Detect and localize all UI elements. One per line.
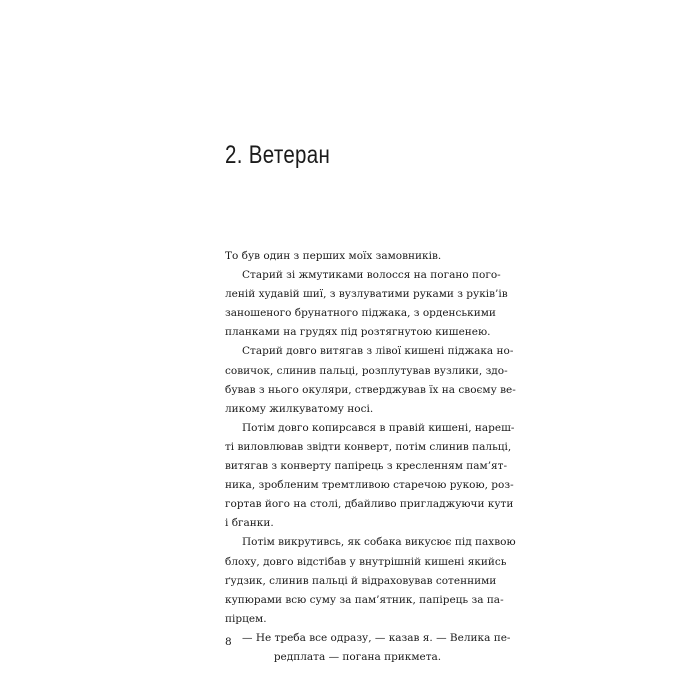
- text-line: ника, зробленим тремтливою старечою рукою, роз-: [225, 479, 514, 492]
- text-line: блоху, довго відстібав у внутрішній кишені якийсь: [225, 555, 507, 568]
- text-line: редплата — погана прикмета.: [273, 650, 442, 663]
- text-line: — Не треба все одразу, — казав я. — Велика пе-: [242, 631, 511, 644]
- paragraph: [225, 266, 508, 342]
- paragraph: [225, 247, 490, 266]
- text-line: ликому жилкуватому носі.: [225, 402, 374, 415]
- text-line: купюрами всю суму за пам’ятник, папірець за па-: [225, 593, 504, 606]
- chapter-body: [225, 247, 516, 667]
- page-number: 8: [225, 636, 232, 648]
- text-line: і бганки.: [225, 517, 274, 530]
- paragraph: [225, 533, 516, 628]
- text-line: бував з нього окуляри, стверджував їх на своєму ве-: [225, 383, 516, 396]
- paragraph: [225, 629, 511, 667]
- text-line: гортав його на столі, дбайливо пригладжуючи кути: [225, 498, 514, 511]
- chapter-title: 2. Ветеран: [225, 141, 331, 169]
- text-line: То був один з перших моїх замовників.: [225, 250, 442, 262]
- text-line: витягав з конверту папірець з кресленням пам’ят-: [225, 460, 508, 473]
- text-line: совичок, слинив пальці, розплутував вузлики, здо-: [225, 364, 508, 377]
- text-line: ґудзик, слинив пальці й відраховував сотенними: [225, 574, 497, 587]
- text-line: Старий зі жмутиками волосся на погано пого-: [242, 269, 501, 282]
- text-line: Потім викрутивсь, як собака викусює під пахвою: [242, 536, 516, 549]
- text-line: Старий довго витягав з лівої кишені піджака но-: [242, 345, 514, 358]
- text-line: ті виловлював звідти конверт, потім слинив пальці,: [225, 440, 512, 453]
- text-line: планками на грудях під розтягнутою кишенею.: [225, 326, 491, 339]
- paragraph: [225, 342, 516, 418]
- text-line: леній худавій шиї, з вузлуватими руками з руків’ів: [225, 288, 508, 301]
- text-line: заношеного брунатного піджака, з орденськими: [225, 307, 496, 320]
- text-line: Потім довго копирсався в правій кишені, нареш-: [242, 421, 515, 434]
- text-line: пірцем.: [225, 612, 267, 625]
- paragraph: [225, 419, 515, 534]
